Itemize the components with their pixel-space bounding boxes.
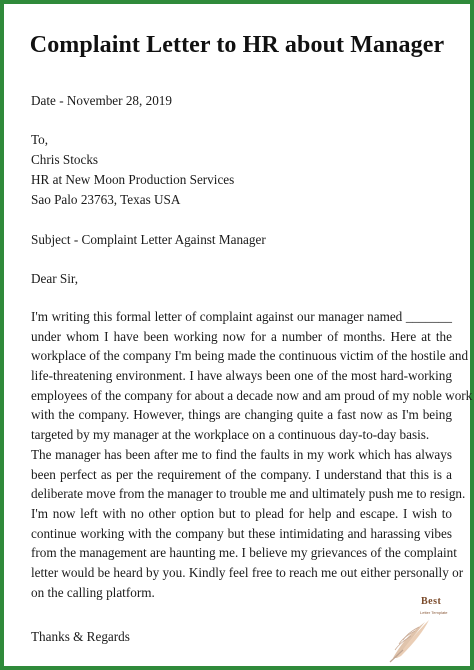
letter-salutation: Dear Sir, bbox=[31, 271, 79, 286]
letter-subject: Subject - Complaint Letter Against Manager bbox=[31, 232, 266, 247]
letter-date: Date - November 28, 2019 bbox=[31, 93, 172, 108]
paragraph-line: with the company. However, things are changing quite a fast now as I'm being bbox=[31, 407, 452, 423]
paragraph-line: been perfect as per the requirement of the company. I understand that this is a bbox=[31, 466, 452, 482]
recipient-company: HR at New Moon Production Services bbox=[31, 172, 235, 187]
paragraph-line: life-threatening environment. I have always been one of the most hard-working bbox=[31, 367, 452, 383]
paragraph-line: targeted by my manager at the workplace on a continuous day-to-day basis. bbox=[31, 426, 430, 442]
letter-title: Complaint Letter to HR about Manager bbox=[29, 32, 445, 58]
paragraph-line: I'm writing this formal letter of complaint against our manager named _______ bbox=[31, 309, 452, 324]
paragraph-line: deliberate move from the manager to trouble me and ultimately push me to resign. bbox=[31, 486, 466, 502]
paragraph-line: under whom I have been working now for a number of months. Here at the bbox=[31, 328, 452, 344]
paragraph-line: on the calling platform. bbox=[31, 584, 155, 600]
feather-quill-icon bbox=[387, 588, 453, 664]
best-letter-template-logo bbox=[387, 588, 453, 664]
body-paragraph-1 bbox=[31, 307, 473, 445]
paragraph-line: employees of the company for about a decade now and am proud of my noble work bbox=[31, 387, 473, 403]
paragraph-line: from the management are haunting me. I believe my grievances of the complaint bbox=[31, 545, 457, 561]
paragraph-line: I'm now left with no other option but to plead for help and escape. I wish to bbox=[31, 505, 452, 521]
body-paragraph-2 bbox=[31, 445, 466, 602]
recipient-name: Chris Stocks bbox=[31, 152, 99, 167]
paragraph-line: continue working with the company but these intimidating and harassing vibes bbox=[31, 525, 452, 541]
recipient-to: To, bbox=[31, 132, 49, 147]
logo-brand: Best bbox=[421, 596, 442, 607]
paragraph-line: The manager has been after me to find the faults in my work which has always bbox=[31, 447, 452, 462]
logo-tagline: Letter Template bbox=[420, 610, 448, 615]
recipient-address: Sao Palo 23763, Texas USA bbox=[31, 192, 181, 207]
letter-closing: Thanks & Regards bbox=[31, 629, 130, 644]
paragraph-line: letter would be heard by you. Kindly feel free to reach me out either personally or bbox=[31, 564, 464, 580]
paragraph-line: workplace of the company I'm being made the continuous victim of the hostile and bbox=[31, 348, 469, 364]
